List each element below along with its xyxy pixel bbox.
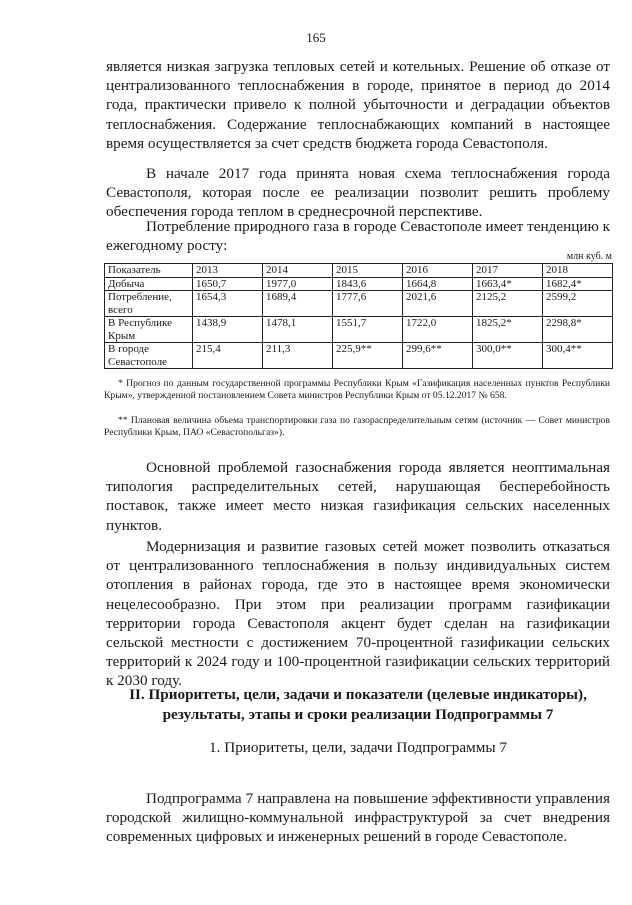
table-header-cell: 2015 <box>333 264 403 278</box>
table-cell: 2599,2 <box>543 291 613 317</box>
footnote-forecast: * Прогноз по данным государственной программы Республики Крым «Газификация населенных пунктов Республики Крым», утвержденной постановлением Совета министров Республики Крым от 05.12.2017 № 658. <box>104 378 610 401</box>
table-cell: 300,4** <box>543 343 613 369</box>
table-cell: 1478,1 <box>263 317 333 343</box>
table-cell: 2298,8* <box>543 317 613 343</box>
paragraph-heating-load: является низкая загрузка тепловых сетей и котельных. Решение об отказе от централизованного теплоснабжения в городе, принятое в период до 2014 года, практически привело к полной убыточности и деградации объектов теплоснабжения. Содержание теплоснабжающих компаний в настоящее время осуществляется за счет средств бюджета города Севастополя. <box>106 58 610 152</box>
page-number: 165 <box>306 30 326 45</box>
table-cell: 1682,4* <box>543 277 613 291</box>
table-cell: 1664,8 <box>403 277 473 291</box>
table-cell: 1689,4 <box>263 291 333 317</box>
table-cell: 1777,6 <box>333 291 403 317</box>
section-heading: II. Приоритеты, цели, задачи и показатели (целевые индикаторы), результаты, этапы и сроки реализации Подпрограммы 7 <box>129 686 587 723</box>
table-cell: 1551,7 <box>333 317 403 343</box>
table-cell: 211,3 <box>263 343 333 369</box>
table-cell: Потребление, всего <box>105 291 193 317</box>
paragraph-heating-scheme: В начале 2017 года принята новая схема теплоснабжения города Севастополя, которая после ее реализации позволит решить проблему обеспечения города теплом в среднесрочной перспективе. <box>106 165 610 221</box>
paragraph-gas-modernization: Модернизация и развитие газовых сетей может позволить отказаться от централизованного теплоснабжения в пользу индивидуальных систем отопления в районах города, где это в настоящее время экономически нецелесообразно. При этом при реализации программ газификации территории города Севастополя акцент будет сделан на газификации сельской местности с достижением 70-процентной газификации сельских территорий к 2024 году и 100-процентной газификации сельских территорий к 2030 году. <box>106 538 610 690</box>
table-cell: 1825,2* <box>473 317 543 343</box>
table-cell: 1663,4* <box>473 277 543 291</box>
table-cell: 1650,7 <box>193 277 263 291</box>
table-row <box>105 277 613 291</box>
table-cell: 1654,3 <box>193 291 263 317</box>
table-cell: 1843,6 <box>333 277 403 291</box>
paragraph-subprogram-7: Подпрограмма 7 направлена на повышение эффективности управления городской жилищно-коммунальной инфраструктурой за счет внедрения современных цифровых и инженерных решений в городе Севастополе. <box>106 790 610 846</box>
table-cell: 1722,0 <box>403 317 473 343</box>
table-cell: 225,9** <box>333 343 403 369</box>
table-cell: 2125,2 <box>473 291 543 317</box>
table-row <box>105 343 613 369</box>
table-header-cell: Показатель <box>105 264 193 278</box>
table-header-cell: 2013 <box>193 264 263 278</box>
table-cell: 2021,6 <box>403 291 473 317</box>
table-cell: Добыча <box>105 277 193 291</box>
subsection-heading: 1. Приоритеты, цели, задачи Подпрограммы 7 <box>209 739 507 756</box>
table-cell: 215,4 <box>193 343 263 369</box>
table-cell: 1438,9 <box>193 317 263 343</box>
table-cell: 300,0** <box>473 343 543 369</box>
table-header-row <box>105 264 613 278</box>
table-cell: В Республике Крым <box>105 317 193 343</box>
table-unit: млн куб. м <box>566 251 612 262</box>
table-cell: В городе Севастополе <box>105 343 193 369</box>
gas-consumption-table <box>104 263 613 369</box>
paragraph-gas-consumption: Потребление природного газа в городе Севастополе имеет тенденцию к ежегодному росту: <box>106 218 610 255</box>
table-row <box>105 291 613 317</box>
table-header-cell: 2016 <box>403 264 473 278</box>
table-header-cell: 2014 <box>263 264 333 278</box>
table-cell: 299,6** <box>403 343 473 369</box>
table-header-cell: 2018 <box>543 264 613 278</box>
table-row <box>105 317 613 343</box>
table-header-cell: 2017 <box>473 264 543 278</box>
footnote-planned-volume: ** Плановая величина объема транспортировки газа по газораспределительным сетям (источник — Совет министров Республики Крым, ПАО «Севастопольгаз»). <box>104 415 610 438</box>
paragraph-gas-supply-problem: Основной проблемой газоснабжения города является неоптимальная типология распределительных сетей, нарушающая бесперебойность поставок, также имеет место низкая газификация сельских населенных пунктов. <box>106 459 610 534</box>
table-cell: 1977,0 <box>263 277 333 291</box>
